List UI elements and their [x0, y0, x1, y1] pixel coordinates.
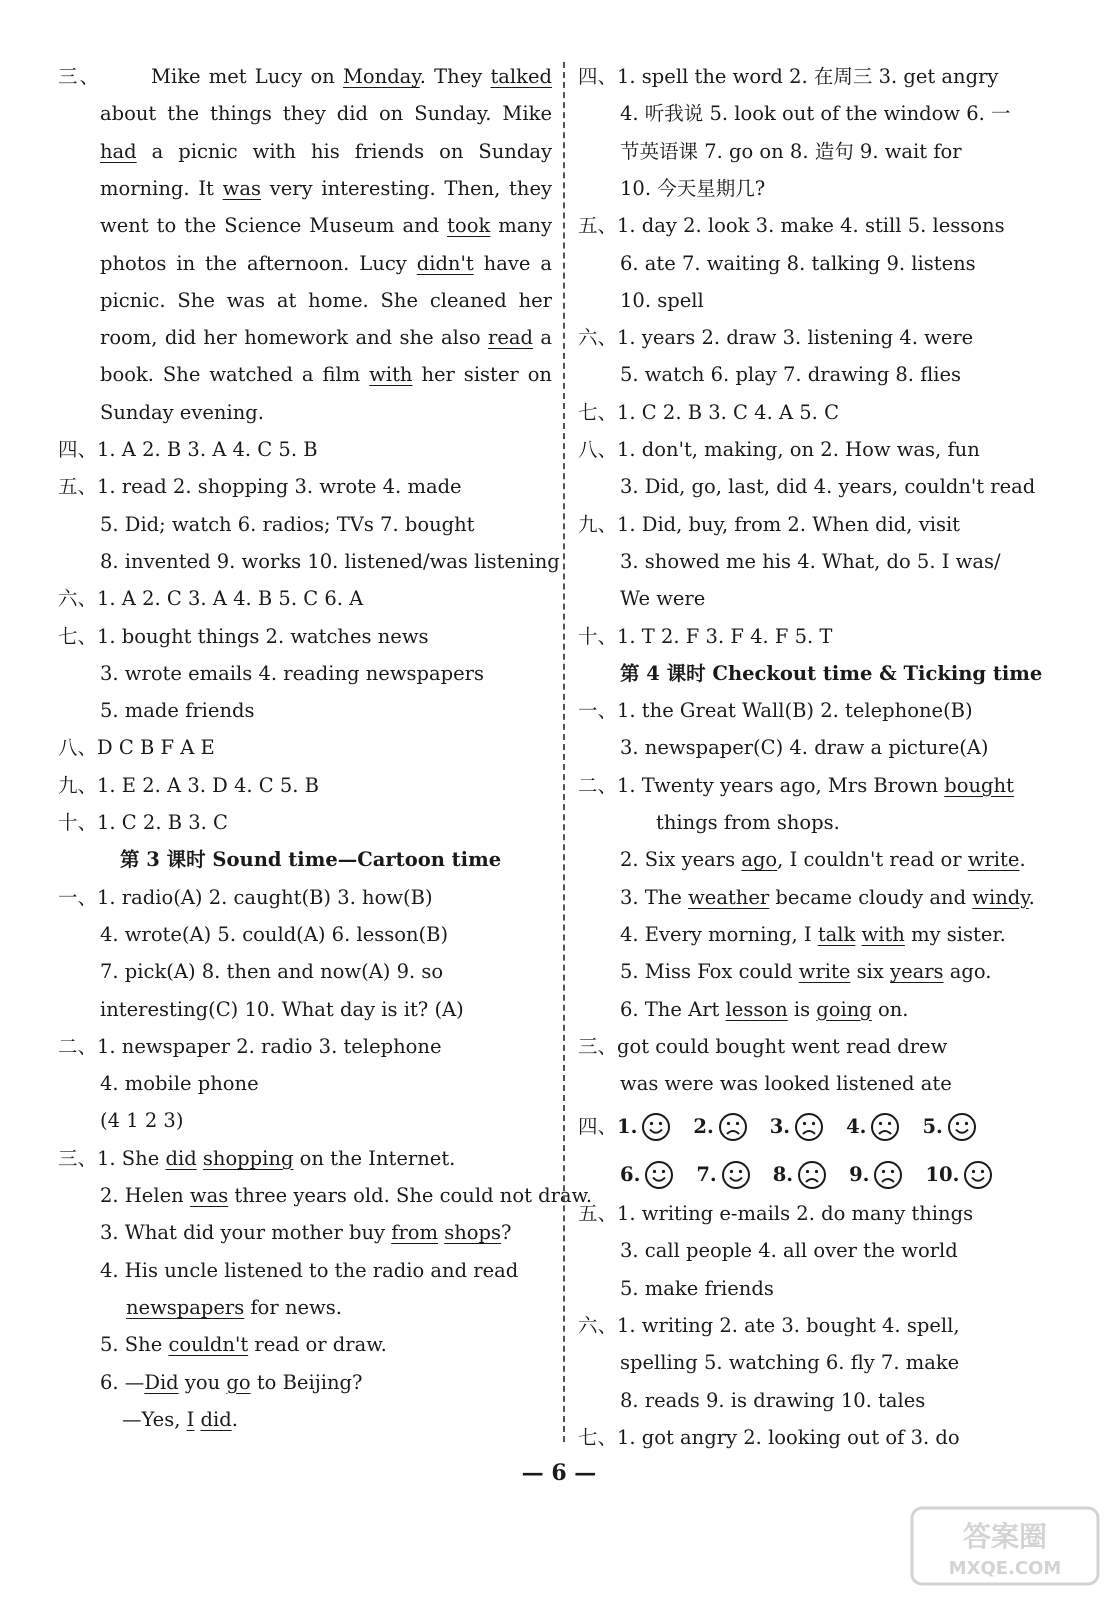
text-segment: for news. [244, 1295, 342, 1319]
answer-line: 4. wrote(A) 5. could(A) 6. lesson(B) [100, 922, 449, 946]
watermark-logo [910, 1506, 1100, 1586]
answer-line: 六、1. writing 2. ate 3. bought 4. spell, [578, 1313, 960, 1337]
answer-line: 八、1. don't, making, on 2. How was, fun [578, 438, 980, 461]
text-segment: 5. Miss Fox could [620, 960, 799, 984]
underlined-answer: go [226, 1370, 251, 1394]
answer-line: 四、1. A 2. B 3. A 4. C 5. B [58, 438, 318, 461]
faces-row [578, 1104, 1070, 1150]
answer-line [58, 1252, 552, 1289]
answer-line [578, 804, 1070, 841]
underlined-answer: Monday [342, 65, 420, 88]
sad-face-icon [794, 1112, 824, 1142]
smiley-face-icon [641, 1112, 671, 1142]
answer-line [58, 1401, 552, 1438]
answer-line [58, 1289, 552, 1326]
answer-line: 八、D C B F A E [58, 736, 215, 760]
svg-text:MXQE.COM: MXQE.COM [948, 1558, 1062, 1579]
answer-line: spelling 5. watching 6. fly 7. make [620, 1351, 960, 1375]
answer-line: 九、1. Did, buy, from 2. When did, visit [578, 512, 961, 536]
answer-line: 3. wrote emails 4. reading newspapers [100, 661, 484, 685]
answer-line: 一、1. radio(A) 2. caught(B) 3. how(B) [58, 885, 433, 909]
text-segment: became cloudy and [769, 885, 973, 909]
passage-line [58, 170, 552, 207]
underlined-answer: weather [688, 885, 770, 909]
answer-line: 十、1. T 2. F 3. F 4. F 5. T [578, 624, 833, 648]
text-segment: have a [473, 251, 553, 275]
underlined-answer: bought [944, 773, 1014, 797]
section-number: 四、 [578, 1115, 618, 1139]
underlined-answer: with [861, 922, 905, 946]
text-segment: picnic. She was at home. She cleaned her [100, 288, 552, 312]
answer-line [58, 1177, 593, 1214]
underlined-answer: had [100, 139, 137, 163]
text-segment: book. She watched a film [100, 363, 370, 387]
sad-face-icon [797, 1160, 827, 1190]
text-segment: 3. What did your mother buy [100, 1221, 392, 1245]
underlined-answer: talked [490, 65, 552, 88]
answer-line: 7. pick(A) 8. then and now(A) 9. so [100, 960, 444, 984]
text-segment: room, did her homework and she also [100, 326, 489, 350]
text-segment: my sister. [904, 922, 1006, 946]
text-segment: Sunday evening. [100, 400, 264, 424]
answer-line: 七、1. got angry 2. looking out of 3. do [578, 1425, 960, 1449]
text-segment: 三、1. She [58, 1146, 166, 1170]
answer-line: 五、1. writing e-mails 2. do many things [578, 1202, 974, 1225]
answer-line [578, 879, 1070, 916]
sad-face-icon [718, 1112, 748, 1142]
answer-line: 七、1. bought things 2. watches news [58, 624, 429, 648]
underlined-answer: years [890, 960, 944, 984]
item-number: 8. [772, 1162, 794, 1186]
svg-text:答案圈: 答案圈 [962, 1520, 1048, 1553]
answer-line: 3. Did, go, last, did 4. years, couldn't read [620, 475, 1036, 499]
text-segment: very interesting. Then, they [260, 176, 552, 200]
text-segment: went to the Science Museum and [100, 214, 448, 238]
underlined-answer: windy [972, 885, 1029, 909]
passage-line [58, 282, 552, 319]
section-number: 三、 [58, 65, 101, 88]
answer-line: 10. 今天星期几? [620, 176, 766, 200]
item-number: 1. [617, 1115, 638, 1139]
text-segment: 6. — [100, 1370, 145, 1394]
answer-line [578, 767, 1070, 804]
answer-line: 九、1. E 2. A 3. D 4. C 5. B [58, 773, 320, 797]
underlined-answer: lesson [725, 997, 788, 1021]
text-segment: Mike met Lucy on [151, 65, 343, 88]
underlined-answer: read [488, 326, 533, 350]
answer-line: 一、1. the Great Wall(B) 2. telephone(B) [578, 699, 973, 723]
answer-line: 8. reads 9. is drawing 10. tales [620, 1388, 926, 1412]
underlined-answer: Did [144, 1370, 179, 1394]
text-segment: . [231, 1407, 238, 1431]
passage-line [58, 356, 552, 393]
passage-line [58, 319, 552, 356]
text-segment: many [490, 214, 552, 238]
face-item [696, 1152, 758, 1198]
underlined-answer: newspapers [126, 1295, 245, 1319]
text-segment: photos in the afternoon. Lucy [100, 251, 417, 275]
answer-line: 4. 听我说 5. look out of the window 6. 一 [620, 102, 1011, 126]
passage-line [58, 207, 552, 244]
text-segment: . [1019, 848, 1026, 872]
answer-line [58, 1140, 552, 1177]
item-number: 9. [849, 1162, 870, 1186]
sad-face-icon [873, 1160, 903, 1190]
passage-line [58, 133, 552, 170]
underlined-answer: write [798, 960, 851, 984]
text-segment: on. [871, 997, 909, 1021]
answer-line: 3. call people 4. all over the world [620, 1239, 958, 1263]
page-number: — 6 — [521, 1460, 597, 1486]
underlined-answer: shopping [202, 1146, 294, 1170]
answer-line: 5. make friends [620, 1276, 774, 1300]
text-segment: about the things they did on Sunday. Mike [100, 102, 552, 126]
answer-line: 8. invented 9. works 10. listened/was listening [100, 549, 560, 573]
underlined-answer: with [369, 363, 413, 387]
passage-line [58, 95, 552, 132]
face-item [925, 1152, 1001, 1198]
underlined-answer: was [189, 1184, 229, 1207]
answer-line: 四、1. spell the word 2. 在周三 3. get angry [578, 65, 999, 88]
text-segment: 4. Every morning, I [620, 922, 818, 946]
answer-line [578, 953, 1070, 990]
answer-line: 五、1. read 2. shopping 3. wrote 4. made [58, 475, 462, 499]
smiley-face-icon [644, 1160, 674, 1190]
face-item [846, 1104, 908, 1150]
text-segment: a [533, 326, 552, 350]
underlined-answer: I [186, 1407, 195, 1431]
answer-line: 二、1. newspaper 2. radio 3. telephone [58, 1034, 442, 1058]
answer-line: 6. ate 7. waiting 8. talking 9. listens [620, 251, 976, 275]
answer-line [58, 1326, 552, 1363]
smiley-face-icon [963, 1160, 993, 1190]
item-number: 10. [925, 1162, 960, 1186]
passage-line [58, 394, 552, 431]
underlined-answer: going [816, 997, 872, 1021]
face-item [693, 1104, 755, 1150]
underlined-answer: ago [741, 848, 778, 872]
underlined-answer: was [222, 176, 261, 200]
text-segment: her sister on [412, 363, 552, 387]
underlined-answer: write [967, 848, 1020, 872]
answer-line: 六、1. years 2. draw 3. listening 4. were [578, 326, 974, 350]
text-segment: you [178, 1370, 227, 1394]
text-segment: —Yes, [122, 1407, 187, 1431]
face-item [773, 1152, 835, 1198]
answer-line: 五、1. day 2. look 3. make 4. still 5. lessons [578, 214, 1005, 238]
text-segment: on the Internet. [293, 1146, 456, 1170]
item-number: 3. [769, 1115, 791, 1139]
underlined-answer: from [391, 1221, 439, 1245]
item-number: 7. [696, 1162, 717, 1186]
answer-line [578, 916, 1070, 953]
text-segment: to Beijing? [250, 1370, 363, 1394]
column-divider [563, 62, 565, 1442]
underlined-answer: did [200, 1407, 232, 1431]
answer-line: 三、got could bought went read drew [578, 1034, 948, 1058]
item-number: 5. [922, 1115, 943, 1139]
answer-line: 4. mobile phone [100, 1072, 259, 1096]
text-segment: things from shops. [656, 811, 840, 834]
item-number: 2. [693, 1115, 714, 1139]
text-segment: 5. She [100, 1333, 169, 1357]
answer-line: 5. made friends [100, 699, 255, 723]
lesson-heading: 第 4 课时 Checkout time & Ticking time [620, 661, 1043, 685]
underlined-answer: took [447, 214, 491, 238]
text-segment: , I couldn't read or [777, 848, 968, 872]
text-segment: ago. [943, 960, 992, 984]
answer-line: 六、1. A 2. C 3. A 4. B 5. C 6. A [58, 587, 364, 611]
face-item [922, 1104, 984, 1150]
answer-line [578, 991, 1070, 1028]
face-item [770, 1104, 832, 1150]
text-segment: three years old. She could not draw. [228, 1184, 593, 1207]
passage-line [58, 245, 552, 282]
underlined-answer: talk [817, 922, 856, 946]
lesson-heading: 第 3 课时 Sound time—Cartoon time [120, 848, 502, 872]
text-segment: . They [419, 65, 491, 88]
answer-line: 十、1. C 2. B 3. C [58, 811, 228, 834]
answer-line: 3. newspaper(C) 4. draw a picture(A) [620, 736, 989, 760]
answer-line [578, 841, 1070, 878]
text-segment: read or draw. [248, 1333, 387, 1357]
text-segment: 6. The Art [620, 997, 726, 1021]
answer-line: (4 1 2 3) [100, 1109, 184, 1133]
answer-line: 5. Did; watch 6. radios; TVs 7. bought [100, 512, 475, 536]
text-segment: a picnic with his friends on Sunday [136, 139, 552, 163]
underlined-answer: shops [444, 1221, 502, 1245]
item-number: 6. [620, 1162, 641, 1186]
answer-line: 5. watch 6. play 7. drawing 8. flies [620, 363, 961, 387]
answer-line: We were [620, 587, 706, 611]
underlined-answer: didn't [416, 251, 474, 275]
answer-line: 七、1. C 2. B 3. C 4. A 5. C [578, 400, 839, 424]
sad-face-icon [870, 1112, 900, 1142]
underlined-answer: couldn't [168, 1333, 249, 1357]
text-segment: 4. His uncle listened to the radio and read [100, 1258, 519, 1282]
answer-line: 节英语课 7. go on 8. 造句 9. wait for [620, 139, 962, 163]
text-segment: six [850, 960, 891, 984]
face-item [617, 1104, 679, 1150]
smiley-face-icon [947, 1112, 977, 1142]
answer-line: 10. spell [620, 288, 704, 312]
answer-line: interesting(C) 10. What day is it? (A) [100, 997, 464, 1021]
text-segment: 3. The [620, 885, 689, 909]
answer-line [58, 1364, 552, 1401]
answer-line: was were was looked listened ate [620, 1072, 952, 1096]
face-item [849, 1152, 911, 1198]
text-segment: is [787, 997, 817, 1021]
answer-line [58, 1214, 552, 1251]
smiley-face-icon [721, 1160, 751, 1190]
text-segment: 2. Six years [620, 848, 742, 872]
passage-line [58, 58, 552, 95]
text-segment: . [1028, 885, 1035, 909]
faces-row [578, 1152, 1070, 1198]
answer-line: 3. showed me his 4. What, do 5. I was/ [620, 549, 1001, 573]
item-number: 4. [846, 1115, 867, 1139]
text-segment: 2. Helen [100, 1184, 190, 1207]
text-segment: ? [501, 1221, 512, 1245]
underlined-answer: did [165, 1146, 197, 1170]
face-item [620, 1152, 682, 1198]
text-segment: 二、1. Twenty years ago, Mrs Brown [578, 773, 945, 797]
text-segment: morning. It [100, 176, 223, 200]
